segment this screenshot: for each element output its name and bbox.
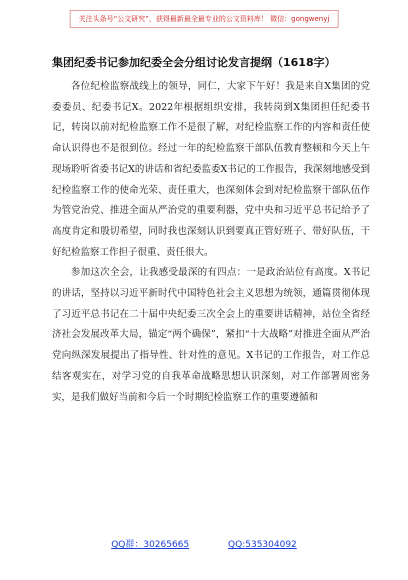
qq-group-link[interactable]: QQ群：30265665 [111,540,190,550]
qq-link[interactable]: QQ:535304092 [228,540,297,550]
footer [0,537,408,550]
promo-banner: 关注头条号“公文研究”，获得最新最全最专业的公文资料库！ 微信：gongwenyj [70,10,339,28]
paragraph: 各位纪检监察战线上的领导，同仁，大家下午好！我是来自X集团的党委委员、纪委书记X。2022年根据组织安排，我转岗到X集团担任纪委书记，转岗以前对纪检监察工作不是很了解，对纪检监察工作的内容和责任使命认识得也不是很到位。经过一年的纪检监察干部队伍教育整顿和今天上午现场聆听省委书记X的讲话和省纪委监委X书记的工作报告，我深刻地感受到纪检监察工作的使命光荣、责任重大，也深刻体会到对纪检监察干部队伍作为管党治党、推进全面从严治党的重要利器，党中央和习近平总书记给予了高度肯定和殷切希望，同时我也深刻认识到要真正管好班子、带好队伍，干好纪检监察工作担子很重、责任很大。 [52,81,370,258]
paragraph: 参加这次全会，让我感受最深的有四点：一是政治站位有高度。X书记的讲话，坚持以习近平新时代中国特色社会主义思想为统领，通篇贯彻体现了习近平总书记在二十届中央纪委三次全会上的重要讲话精神，站位全省经济社会发展改革大局，锚定“两个确保”，紧扣“十大战略”对推进全面从严治党向纵深发展提出了指导性、针对性的意见。X书记的工作报告，对工作总结客观实在，对学习党的自我革命战略思想认识深刻，对工作部署周密务实，是我们做好当前和今后一个时期纪检监察工作的重要遵循和 [52,267,370,403]
document-title: 集团纪委书记参加纪委全会分组讨论发言提纲（1618字） [52,56,336,69]
document-body [52,77,370,408]
